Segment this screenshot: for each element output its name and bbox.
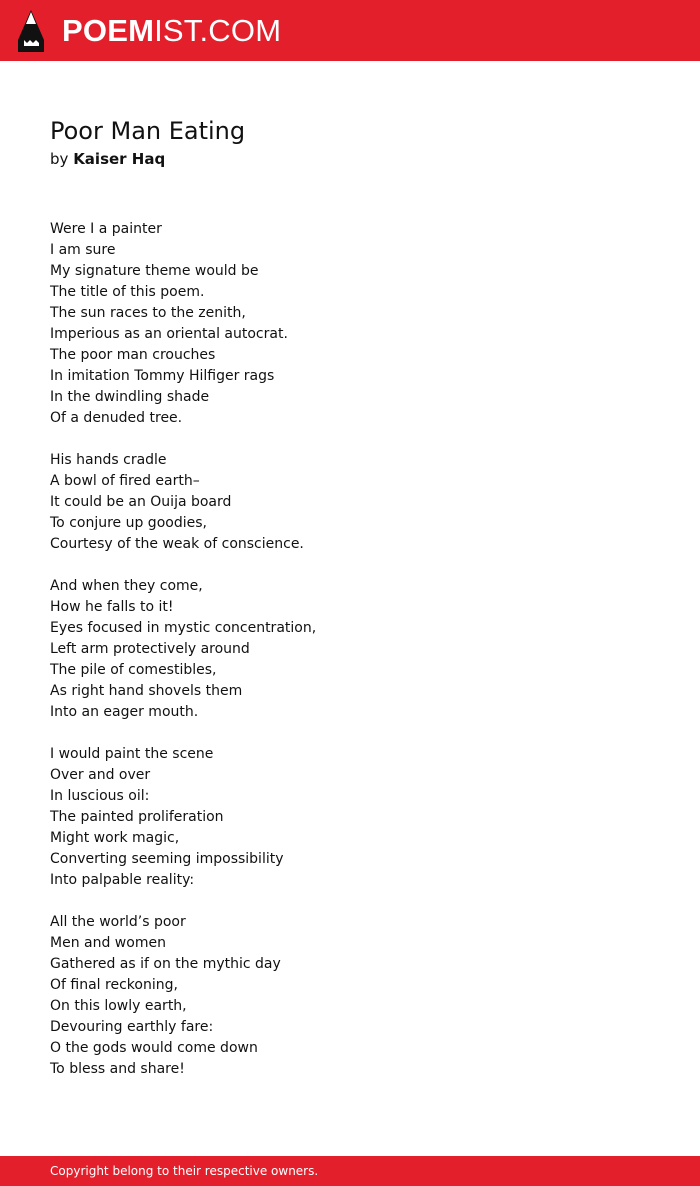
poem-line: The poor man crouches (50, 347, 216, 363)
poem-line: It could be an Ouija board (50, 494, 232, 510)
pencil-tip-icon[interactable] (18, 10, 44, 52)
poem-line: Into an eager mouth. (50, 704, 199, 720)
poem-line: Imperious as an oriental autocrat. (50, 326, 288, 342)
poem-stanza (50, 450, 650, 555)
poem-title: Poor Man Eating (50, 117, 246, 145)
poem-line: The title of this poem. (50, 284, 205, 300)
poem-stanza (50, 219, 650, 429)
site-header (0, 0, 700, 61)
poem-line: In imitation Tommy Hilfiger rags (50, 368, 275, 384)
poem-line: On this lowly earth, (50, 998, 187, 1014)
poem-line: How he falls to it! (50, 599, 174, 615)
brand-light-text: IST.COM (154, 13, 282, 48)
poem-line: In luscious oil: (50, 788, 150, 804)
poem-line: Gathered as if on the mythic day (50, 956, 281, 972)
poem-line: Left arm protectively around (50, 641, 250, 657)
brand-bold-text: POEM (62, 13, 155, 48)
poem-stanza (50, 912, 650, 1080)
poem-line: I am sure (50, 242, 116, 258)
poem-line: As right hand shovels them (50, 683, 243, 699)
poem-line: My signature theme would be (50, 263, 259, 279)
poem-line: Converting seeming impossibility (50, 851, 284, 867)
site-footer (0, 1156, 700, 1186)
poem-line: To conjure up goodies, (50, 515, 207, 531)
poem-line: To bless and share! (50, 1061, 185, 1077)
poem-line: In the dwindling shade (50, 389, 210, 405)
poem-line: O the gods would come down (50, 1040, 258, 1056)
poem-stanza (50, 576, 650, 723)
poem-stanza (50, 744, 650, 891)
poem-line: Courtesy of the weak of conscience. (50, 536, 304, 552)
poem-line: All the world’s poor (50, 914, 186, 930)
poem-line: Devouring earthly fare: (50, 1019, 214, 1035)
poem-line: His hands cradle (50, 452, 167, 468)
poem-line: Of final reckoning, (50, 977, 178, 993)
poem-line: Men and women (50, 935, 166, 951)
poem-line: The sun races to the zenith, (50, 305, 246, 321)
site-brand[interactable] (62, 11, 281, 51)
poem-byline (50, 149, 165, 169)
poem-line: The pile of comestibles, (50, 662, 217, 678)
poem-line: Were I a painter (50, 221, 162, 237)
poem-line: Of a denuded tree. (50, 410, 183, 426)
byline-label: by (50, 150, 69, 168)
poem-body (50, 219, 650, 1101)
footer-copyright: Copyright belong to their respective owners. (50, 1164, 319, 1178)
poem-line: Might work magic, (50, 830, 180, 846)
poem-line: The painted proliferation (50, 809, 224, 825)
poem-line: I would paint the scene (50, 746, 214, 762)
poem-line: And when they come, (50, 578, 203, 594)
poem-line: Eyes focused in mystic concentration, (50, 620, 317, 636)
poem-line: A bowl of fired earth– (50, 473, 200, 489)
poem-author: Kaiser Haq (73, 150, 166, 168)
poem-line: Over and over (50, 767, 151, 783)
poem-line: Into palpable reality: (50, 872, 195, 888)
